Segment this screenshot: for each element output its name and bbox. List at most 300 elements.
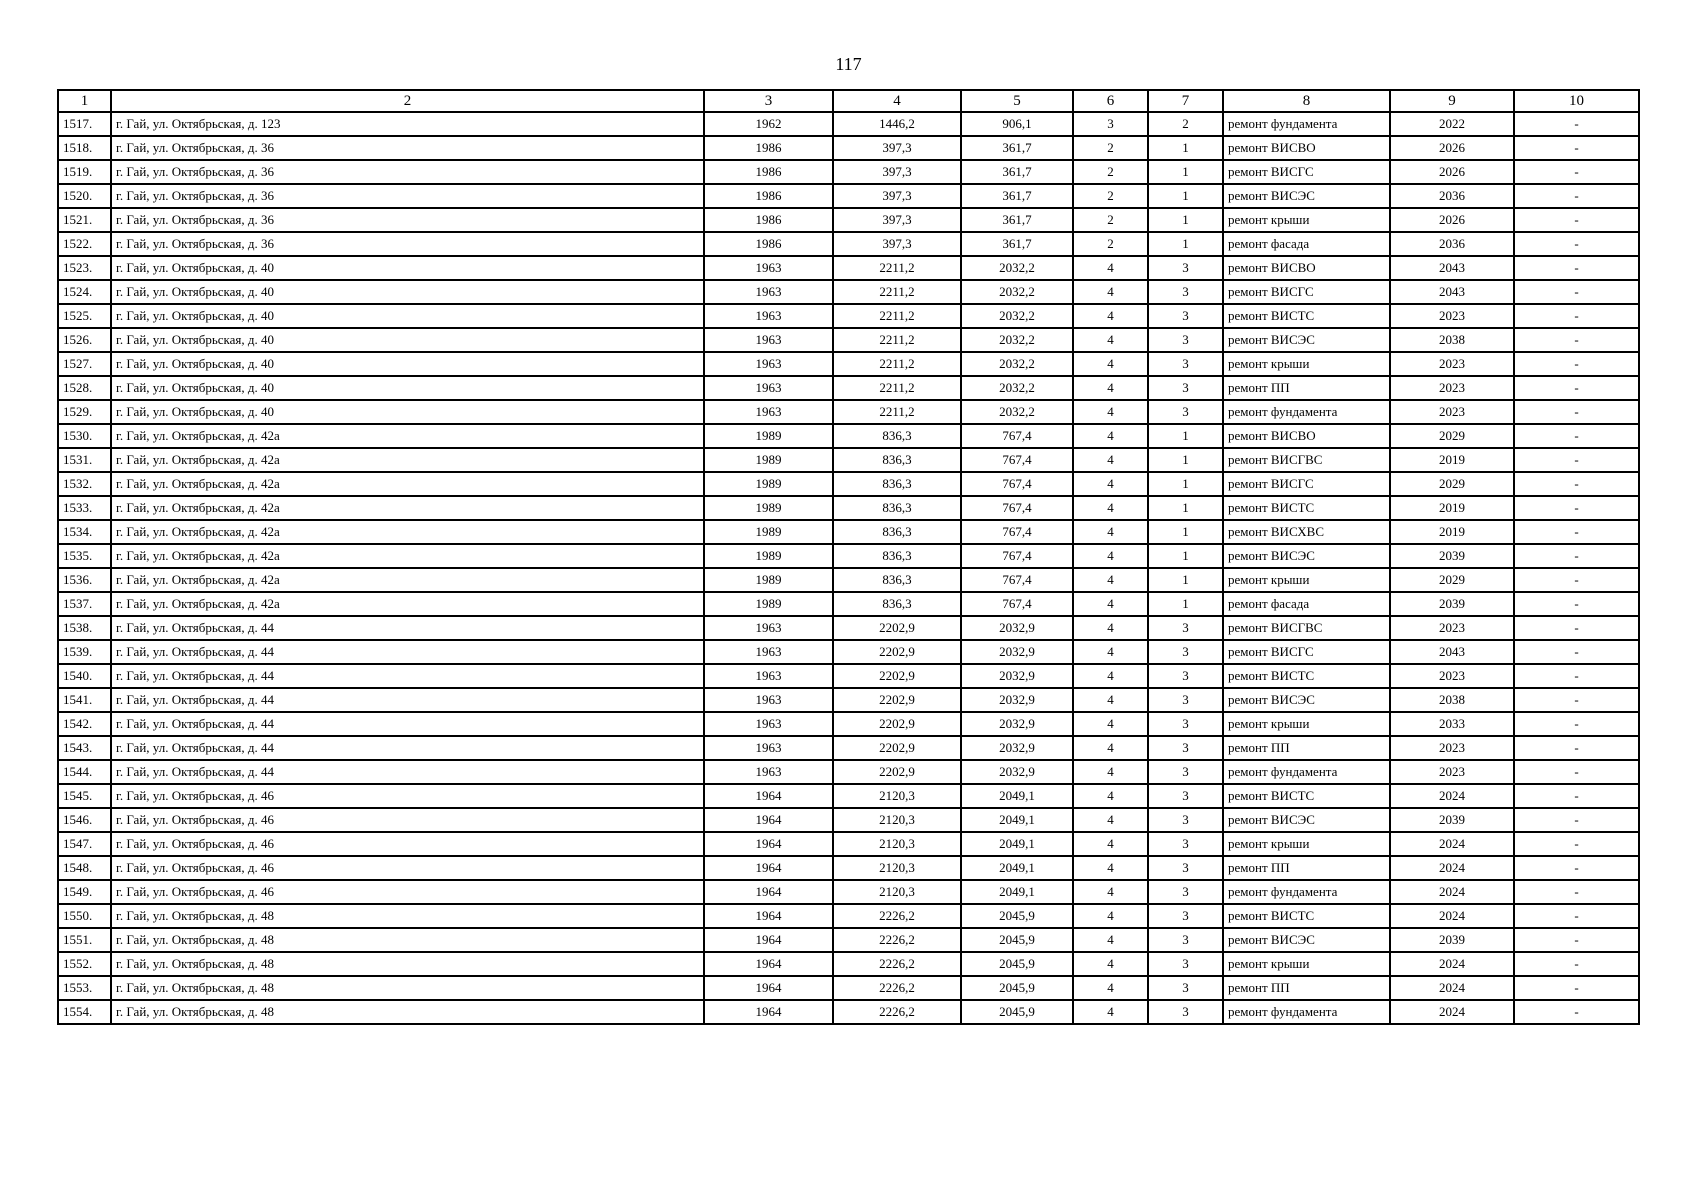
year-cell: 1989 bbox=[704, 544, 833, 568]
year-cell: 1989 bbox=[704, 448, 833, 472]
work-type-cell: ремонт ПП bbox=[1223, 376, 1390, 400]
table-body bbox=[58, 112, 1639, 1024]
repair-year-cell: 2022 bbox=[1390, 112, 1514, 136]
total-area-cell: 2211,2 bbox=[833, 352, 961, 376]
total-area-cell: 2226,2 bbox=[833, 976, 961, 1000]
repair-year-cell: 2024 bbox=[1390, 1000, 1514, 1024]
year-cell: 1963 bbox=[704, 736, 833, 760]
work-type-cell: ремонт ВИСЭС bbox=[1223, 928, 1390, 952]
total-area-cell: 836,3 bbox=[833, 496, 961, 520]
work-type-cell: ремонт крыши bbox=[1223, 208, 1390, 232]
total-area-cell: 2226,2 bbox=[833, 952, 961, 976]
note-cell: - bbox=[1514, 1000, 1639, 1024]
address-cell: г. Гай, ул. Октябрьская, д. 46 bbox=[111, 784, 704, 808]
work-type-cell: ремонт ПП bbox=[1223, 736, 1390, 760]
year-cell: 1963 bbox=[704, 256, 833, 280]
address-cell: г. Гай, ул. Октябрьская, д. 48 bbox=[111, 976, 704, 1000]
work-type-cell: ремонт крыши bbox=[1223, 712, 1390, 736]
entrances-cell: 3 bbox=[1148, 976, 1223, 1000]
row-number-cell: 1554. bbox=[58, 1000, 111, 1024]
year-cell: 1986 bbox=[704, 136, 833, 160]
entrances-cell: 1 bbox=[1148, 592, 1223, 616]
repair-year-cell: 2043 bbox=[1390, 640, 1514, 664]
note-cell: - bbox=[1514, 328, 1639, 352]
address-cell: г. Гай, ул. Октябрьская, д. 42а bbox=[111, 424, 704, 448]
living-area-cell: 767,4 bbox=[961, 568, 1073, 592]
year-cell: 1963 bbox=[704, 760, 833, 784]
floors-cell: 4 bbox=[1073, 856, 1148, 880]
floors-cell: 4 bbox=[1073, 280, 1148, 304]
row-number-cell: 1553. bbox=[58, 976, 111, 1000]
row-number-cell: 1543. bbox=[58, 736, 111, 760]
address-cell: г. Гай, ул. Октябрьская, д. 42а bbox=[111, 568, 704, 592]
total-area-cell: 2120,3 bbox=[833, 856, 961, 880]
total-area-cell: 2226,2 bbox=[833, 904, 961, 928]
table-row bbox=[58, 160, 1639, 184]
address-cell: г. Гай, ул. Октябрьская, д. 46 bbox=[111, 832, 704, 856]
column-header: 2 bbox=[111, 90, 704, 112]
repair-year-cell: 2029 bbox=[1390, 472, 1514, 496]
address-cell: г. Гай, ул. Октябрьская, д. 42а bbox=[111, 472, 704, 496]
address-cell: г. Гай, ул. Октябрьская, д. 40 bbox=[111, 280, 704, 304]
repair-year-cell: 2023 bbox=[1390, 736, 1514, 760]
repair-year-cell: 2026 bbox=[1390, 160, 1514, 184]
repair-year-cell: 2023 bbox=[1390, 760, 1514, 784]
table-row bbox=[58, 856, 1639, 880]
table-row bbox=[58, 232, 1639, 256]
table-row bbox=[58, 136, 1639, 160]
living-area-cell: 2049,1 bbox=[961, 784, 1073, 808]
table-row bbox=[58, 472, 1639, 496]
living-area-cell: 2045,9 bbox=[961, 1000, 1073, 1024]
repair-year-cell: 2036 bbox=[1390, 184, 1514, 208]
note-cell: - bbox=[1514, 736, 1639, 760]
living-area-cell: 2032,2 bbox=[961, 400, 1073, 424]
table-row bbox=[58, 784, 1639, 808]
living-area-cell: 2032,9 bbox=[961, 640, 1073, 664]
entrances-cell: 3 bbox=[1148, 352, 1223, 376]
total-area-cell: 2202,9 bbox=[833, 688, 961, 712]
repair-year-cell: 2019 bbox=[1390, 496, 1514, 520]
row-number-cell: 1544. bbox=[58, 760, 111, 784]
year-cell: 1964 bbox=[704, 904, 833, 928]
total-area-cell: 2120,3 bbox=[833, 784, 961, 808]
year-cell: 1963 bbox=[704, 352, 833, 376]
row-number-cell: 1523. bbox=[58, 256, 111, 280]
address-cell: г. Гай, ул. Октябрьская, д. 44 bbox=[111, 616, 704, 640]
repair-year-cell: 2023 bbox=[1390, 664, 1514, 688]
year-cell: 1964 bbox=[704, 880, 833, 904]
entrances-cell: 2 bbox=[1148, 112, 1223, 136]
repair-year-cell: 2023 bbox=[1390, 376, 1514, 400]
repair-year-cell: 2039 bbox=[1390, 928, 1514, 952]
floors-cell: 4 bbox=[1073, 448, 1148, 472]
work-type-cell: ремонт крыши bbox=[1223, 952, 1390, 976]
work-type-cell: ремонт ВИСТС bbox=[1223, 784, 1390, 808]
note-cell: - bbox=[1514, 568, 1639, 592]
work-type-cell: ремонт ВИСТС bbox=[1223, 664, 1390, 688]
total-area-cell: 397,3 bbox=[833, 136, 961, 160]
living-area-cell: 2032,2 bbox=[961, 256, 1073, 280]
note-cell: - bbox=[1514, 112, 1639, 136]
living-area-cell: 767,4 bbox=[961, 496, 1073, 520]
living-area-cell: 2032,9 bbox=[961, 712, 1073, 736]
repair-year-cell: 2023 bbox=[1390, 400, 1514, 424]
year-cell: 1964 bbox=[704, 832, 833, 856]
row-number-cell: 1524. bbox=[58, 280, 111, 304]
total-area-cell: 2226,2 bbox=[833, 928, 961, 952]
note-cell: - bbox=[1514, 952, 1639, 976]
floors-cell: 4 bbox=[1073, 712, 1148, 736]
note-cell: - bbox=[1514, 856, 1639, 880]
address-cell: г. Гай, ул. Октябрьская, д. 44 bbox=[111, 688, 704, 712]
work-type-cell: ремонт ВИСВО bbox=[1223, 256, 1390, 280]
living-area-cell: 2032,2 bbox=[961, 280, 1073, 304]
work-type-cell: ремонт ВИСЭС bbox=[1223, 808, 1390, 832]
row-number-cell: 1529. bbox=[58, 400, 111, 424]
entrances-cell: 3 bbox=[1148, 688, 1223, 712]
note-cell: - bbox=[1514, 208, 1639, 232]
entrances-cell: 1 bbox=[1148, 496, 1223, 520]
entrances-cell: 3 bbox=[1148, 736, 1223, 760]
table-row bbox=[58, 808, 1639, 832]
address-cell: г. Гай, ул. Октябрьская, д. 40 bbox=[111, 352, 704, 376]
work-type-cell: ремонт ВИСТС bbox=[1223, 304, 1390, 328]
address-cell: г. Гай, ул. Октябрьская, д. 36 bbox=[111, 232, 704, 256]
row-number-cell: 1526. bbox=[58, 328, 111, 352]
work-type-cell: ремонт ВИСГВС bbox=[1223, 448, 1390, 472]
table-row bbox=[58, 280, 1639, 304]
work-type-cell: ремонт фундамента bbox=[1223, 400, 1390, 424]
floors-cell: 4 bbox=[1073, 640, 1148, 664]
work-type-cell: ремонт ВИСГС bbox=[1223, 640, 1390, 664]
row-number-cell: 1548. bbox=[58, 856, 111, 880]
row-number-cell: 1541. bbox=[58, 688, 111, 712]
row-number-cell: 1519. bbox=[58, 160, 111, 184]
table-row bbox=[58, 928, 1639, 952]
table-row bbox=[58, 832, 1639, 856]
repair-year-cell: 2026 bbox=[1390, 208, 1514, 232]
entrances-cell: 1 bbox=[1148, 232, 1223, 256]
repair-year-cell: 2029 bbox=[1390, 424, 1514, 448]
living-area-cell: 906,1 bbox=[961, 112, 1073, 136]
work-type-cell: ремонт ПП bbox=[1223, 976, 1390, 1000]
note-cell: - bbox=[1514, 688, 1639, 712]
address-cell: г. Гай, ул. Октябрьская, д. 44 bbox=[111, 760, 704, 784]
row-number-cell: 1525. bbox=[58, 304, 111, 328]
row-number-cell: 1520. bbox=[58, 184, 111, 208]
address-cell: г. Гай, ул. Октябрьская, д. 42а bbox=[111, 448, 704, 472]
living-area-cell: 2049,1 bbox=[961, 832, 1073, 856]
housing-repair-table bbox=[57, 89, 1640, 1025]
floors-cell: 4 bbox=[1073, 400, 1148, 424]
row-number-cell: 1533. bbox=[58, 496, 111, 520]
entrances-cell: 3 bbox=[1148, 880, 1223, 904]
year-cell: 1963 bbox=[704, 688, 833, 712]
floors-cell: 2 bbox=[1073, 208, 1148, 232]
living-area-cell: 361,7 bbox=[961, 208, 1073, 232]
table-row bbox=[58, 976, 1639, 1000]
entrances-cell: 1 bbox=[1148, 424, 1223, 448]
total-area-cell: 836,3 bbox=[833, 448, 961, 472]
entrances-cell: 3 bbox=[1148, 328, 1223, 352]
floors-cell: 4 bbox=[1073, 520, 1148, 544]
row-number-cell: 1521. bbox=[58, 208, 111, 232]
entrances-cell: 3 bbox=[1148, 808, 1223, 832]
table-row bbox=[58, 496, 1639, 520]
work-type-cell: ремонт ВИСВО bbox=[1223, 424, 1390, 448]
total-area-cell: 836,3 bbox=[833, 544, 961, 568]
table-row bbox=[58, 328, 1639, 352]
work-type-cell: ремонт ВИСГС bbox=[1223, 280, 1390, 304]
table-row bbox=[58, 304, 1639, 328]
floors-cell: 4 bbox=[1073, 1000, 1148, 1024]
note-cell: - bbox=[1514, 496, 1639, 520]
table-row bbox=[58, 208, 1639, 232]
row-number-cell: 1527. bbox=[58, 352, 111, 376]
floors-cell: 4 bbox=[1073, 424, 1148, 448]
address-cell: г. Гай, ул. Октябрьская, д. 40 bbox=[111, 400, 704, 424]
entrances-cell: 3 bbox=[1148, 376, 1223, 400]
row-number-cell: 1518. bbox=[58, 136, 111, 160]
floors-cell: 4 bbox=[1073, 376, 1148, 400]
table-row bbox=[58, 640, 1639, 664]
year-cell: 1986 bbox=[704, 232, 833, 256]
living-area-cell: 2032,9 bbox=[961, 664, 1073, 688]
work-type-cell: ремонт ВИСХВС bbox=[1223, 520, 1390, 544]
entrances-cell: 1 bbox=[1148, 472, 1223, 496]
column-header: 8 bbox=[1223, 90, 1390, 112]
total-area-cell: 2211,2 bbox=[833, 376, 961, 400]
work-type-cell: ремонт крыши bbox=[1223, 352, 1390, 376]
living-area-cell: 361,7 bbox=[961, 160, 1073, 184]
living-area-cell: 361,7 bbox=[961, 232, 1073, 256]
entrances-cell: 3 bbox=[1148, 832, 1223, 856]
table-row bbox=[58, 616, 1639, 640]
work-type-cell: ремонт фасада bbox=[1223, 592, 1390, 616]
note-cell: - bbox=[1514, 232, 1639, 256]
address-cell: г. Гай, ул. Октябрьская, д. 48 bbox=[111, 1000, 704, 1024]
floors-cell: 4 bbox=[1073, 664, 1148, 688]
floors-cell: 4 bbox=[1073, 784, 1148, 808]
year-cell: 1963 bbox=[704, 280, 833, 304]
entrances-cell: 1 bbox=[1148, 520, 1223, 544]
repair-year-cell: 2024 bbox=[1390, 952, 1514, 976]
note-cell: - bbox=[1514, 928, 1639, 952]
year-cell: 1963 bbox=[704, 400, 833, 424]
floors-cell: 4 bbox=[1073, 832, 1148, 856]
year-cell: 1964 bbox=[704, 928, 833, 952]
address-cell: г. Гай, ул. Октябрьская, д. 44 bbox=[111, 664, 704, 688]
table-row bbox=[58, 592, 1639, 616]
total-area-cell: 836,3 bbox=[833, 520, 961, 544]
total-area-cell: 2120,3 bbox=[833, 880, 961, 904]
note-cell: - bbox=[1514, 808, 1639, 832]
floors-cell: 4 bbox=[1073, 760, 1148, 784]
entrances-cell: 3 bbox=[1148, 856, 1223, 880]
total-area-cell: 2202,9 bbox=[833, 616, 961, 640]
living-area-cell: 2032,9 bbox=[961, 688, 1073, 712]
entrances-cell: 3 bbox=[1148, 616, 1223, 640]
table-row bbox=[58, 1000, 1639, 1024]
note-cell: - bbox=[1514, 304, 1639, 328]
year-cell: 1963 bbox=[704, 616, 833, 640]
row-number-cell: 1546. bbox=[58, 808, 111, 832]
work-type-cell: ремонт ВИСГС bbox=[1223, 472, 1390, 496]
repair-year-cell: 2039 bbox=[1390, 592, 1514, 616]
row-number-cell: 1522. bbox=[58, 232, 111, 256]
year-cell: 1964 bbox=[704, 952, 833, 976]
note-cell: - bbox=[1514, 472, 1639, 496]
total-area-cell: 2202,9 bbox=[833, 712, 961, 736]
repair-year-cell: 2038 bbox=[1390, 688, 1514, 712]
repair-year-cell: 2043 bbox=[1390, 280, 1514, 304]
living-area-cell: 2045,9 bbox=[961, 976, 1073, 1000]
floors-cell: 4 bbox=[1073, 808, 1148, 832]
living-area-cell: 361,7 bbox=[961, 136, 1073, 160]
table-row bbox=[58, 520, 1639, 544]
living-area-cell: 2032,2 bbox=[961, 328, 1073, 352]
year-cell: 1963 bbox=[704, 304, 833, 328]
note-cell: - bbox=[1514, 136, 1639, 160]
year-cell: 1963 bbox=[704, 640, 833, 664]
living-area-cell: 767,4 bbox=[961, 424, 1073, 448]
total-area-cell: 2211,2 bbox=[833, 304, 961, 328]
entrances-cell: 3 bbox=[1148, 712, 1223, 736]
column-header: 3 bbox=[704, 90, 833, 112]
row-number-cell: 1537. bbox=[58, 592, 111, 616]
total-area-cell: 836,3 bbox=[833, 472, 961, 496]
year-cell: 1986 bbox=[704, 208, 833, 232]
entrances-cell: 1 bbox=[1148, 448, 1223, 472]
living-area-cell: 2045,9 bbox=[961, 952, 1073, 976]
living-area-cell: 2032,2 bbox=[961, 352, 1073, 376]
work-type-cell: ремонт ВИСГВС bbox=[1223, 616, 1390, 640]
note-cell: - bbox=[1514, 976, 1639, 1000]
address-cell: г. Гай, ул. Октябрьская, д. 40 bbox=[111, 256, 704, 280]
row-number-cell: 1528. bbox=[58, 376, 111, 400]
note-cell: - bbox=[1514, 424, 1639, 448]
year-cell: 1962 bbox=[704, 112, 833, 136]
floors-cell: 4 bbox=[1073, 616, 1148, 640]
entrances-cell: 3 bbox=[1148, 400, 1223, 424]
year-cell: 1989 bbox=[704, 424, 833, 448]
repair-year-cell: 2019 bbox=[1390, 448, 1514, 472]
repair-year-cell: 2023 bbox=[1390, 616, 1514, 640]
repair-year-cell: 2029 bbox=[1390, 568, 1514, 592]
repair-year-cell: 2033 bbox=[1390, 712, 1514, 736]
living-area-cell: 2032,2 bbox=[961, 304, 1073, 328]
living-area-cell: 2032,9 bbox=[961, 616, 1073, 640]
address-cell: г. Гай, ул. Октябрьская, д. 36 bbox=[111, 160, 704, 184]
repair-year-cell: 2024 bbox=[1390, 880, 1514, 904]
address-cell: г. Гай, ул. Октябрьская, д. 36 bbox=[111, 136, 704, 160]
address-cell: г. Гай, ул. Октябрьская, д. 46 bbox=[111, 808, 704, 832]
entrances-cell: 3 bbox=[1148, 1000, 1223, 1024]
total-area-cell: 836,3 bbox=[833, 568, 961, 592]
address-cell: г. Гай, ул. Октябрьская, д. 42а bbox=[111, 592, 704, 616]
page-number: 117 bbox=[835, 54, 862, 74]
work-type-cell: ремонт ВИСТС bbox=[1223, 904, 1390, 928]
living-area-cell: 2049,1 bbox=[961, 808, 1073, 832]
repair-year-cell: 2024 bbox=[1390, 832, 1514, 856]
total-area-cell: 836,3 bbox=[833, 592, 961, 616]
note-cell: - bbox=[1514, 616, 1639, 640]
row-number-cell: 1532. bbox=[58, 472, 111, 496]
year-cell: 1964 bbox=[704, 1000, 833, 1024]
column-header: 4 bbox=[833, 90, 961, 112]
floors-cell: 4 bbox=[1073, 472, 1148, 496]
total-area-cell: 397,3 bbox=[833, 160, 961, 184]
floors-cell: 4 bbox=[1073, 928, 1148, 952]
year-cell: 1989 bbox=[704, 496, 833, 520]
note-cell: - bbox=[1514, 400, 1639, 424]
work-type-cell: ремонт ВИСЭС bbox=[1223, 184, 1390, 208]
floors-cell: 4 bbox=[1073, 328, 1148, 352]
table-row bbox=[58, 184, 1639, 208]
entrances-cell: 1 bbox=[1148, 568, 1223, 592]
floors-cell: 2 bbox=[1073, 136, 1148, 160]
table-row bbox=[58, 904, 1639, 928]
year-cell: 1989 bbox=[704, 520, 833, 544]
year-cell: 1963 bbox=[704, 328, 833, 352]
row-number-cell: 1540. bbox=[58, 664, 111, 688]
living-area-cell: 767,4 bbox=[961, 520, 1073, 544]
table-row bbox=[58, 952, 1639, 976]
total-area-cell: 2202,9 bbox=[833, 736, 961, 760]
work-type-cell: ремонт ВИСЭС bbox=[1223, 544, 1390, 568]
column-header: 7 bbox=[1148, 90, 1223, 112]
work-type-cell: ремонт ПП bbox=[1223, 856, 1390, 880]
year-cell: 1964 bbox=[704, 808, 833, 832]
work-type-cell: ремонт ВИСЭС bbox=[1223, 328, 1390, 352]
total-area-cell: 836,3 bbox=[833, 424, 961, 448]
table-row bbox=[58, 544, 1639, 568]
row-number-cell: 1549. bbox=[58, 880, 111, 904]
column-header: 5 bbox=[961, 90, 1073, 112]
total-area-cell: 2211,2 bbox=[833, 256, 961, 280]
entrances-cell: 3 bbox=[1148, 760, 1223, 784]
repair-year-cell: 2039 bbox=[1390, 544, 1514, 568]
work-type-cell: ремонт крыши bbox=[1223, 568, 1390, 592]
entrances-cell: 1 bbox=[1148, 208, 1223, 232]
note-cell: - bbox=[1514, 520, 1639, 544]
address-cell: г. Гай, ул. Октябрьская, д. 48 bbox=[111, 904, 704, 928]
repair-year-cell: 2023 bbox=[1390, 352, 1514, 376]
year-cell: 1963 bbox=[704, 712, 833, 736]
entrances-cell: 3 bbox=[1148, 784, 1223, 808]
note-cell: - bbox=[1514, 184, 1639, 208]
table-row bbox=[58, 112, 1639, 136]
note-cell: - bbox=[1514, 256, 1639, 280]
address-cell: г. Гай, ул. Октябрьская, д. 42а bbox=[111, 520, 704, 544]
row-number-cell: 1539. bbox=[58, 640, 111, 664]
entrances-cell: 3 bbox=[1148, 664, 1223, 688]
table-row bbox=[58, 568, 1639, 592]
note-cell: - bbox=[1514, 880, 1639, 904]
note-cell: - bbox=[1514, 664, 1639, 688]
living-area-cell: 2045,9 bbox=[961, 904, 1073, 928]
entrances-cell: 3 bbox=[1148, 256, 1223, 280]
total-area-cell: 2202,9 bbox=[833, 664, 961, 688]
repair-year-cell: 2039 bbox=[1390, 808, 1514, 832]
note-cell: - bbox=[1514, 760, 1639, 784]
year-cell: 1989 bbox=[704, 568, 833, 592]
year-cell: 1964 bbox=[704, 976, 833, 1000]
address-cell: г. Гай, ул. Октябрьская, д. 40 bbox=[111, 376, 704, 400]
year-cell: 1986 bbox=[704, 160, 833, 184]
row-number-cell: 1551. bbox=[58, 928, 111, 952]
